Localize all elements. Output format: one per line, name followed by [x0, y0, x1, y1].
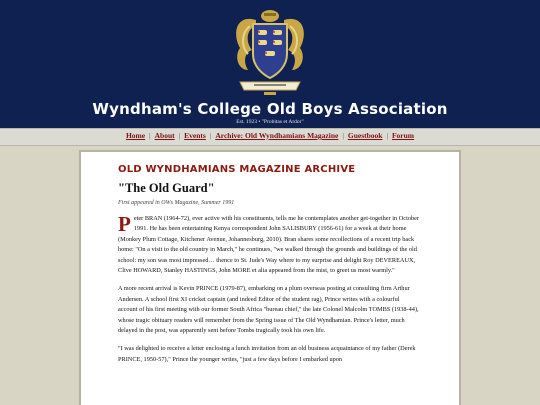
- article-paragraph: [118, 214, 420, 276]
- first-appeared-note: First appeared in OWs Magazine, Summer 1991: [118, 200, 235, 206]
- nav-events-link[interactable]: Events: [184, 131, 206, 140]
- article-paragraph: A more recent arrival is Kevin PRINCE (1979-87), embarking on a plum overseas posting at consulting firm Arthur Andersen. A school first XI cricket captain (and indeed Editor of the student rag), Prince writes with a colourful account of his first meeting with our former South Africa "bureau chief," the late Colonel Malcolm TOMBS (1938-44), whose tragic obituary readers will remember from the Spring issue of The Old Wyndhamian. Prince's letter, much delayed in the post, was apparently sent before Tombs tragically took his own life.: [118, 285, 419, 335]
- main-nav: [0, 128, 540, 146]
- nav-links: [0, 131, 540, 140]
- nav-home-link[interactable]: Home: [125, 131, 146, 140]
- drop-cap: P: [118, 212, 131, 236]
- nav-archive-link[interactable]: Archive: Old Wyndhamians Magazine: [215, 131, 339, 140]
- college-crest-icon: [226, 4, 314, 98]
- nav-separator: |: [209, 131, 212, 140]
- nav-separator: |: [342, 131, 344, 140]
- content-panel: [79, 150, 461, 405]
- site-title: Wyndham's College Old Boys Association: [92, 100, 448, 118]
- archive-heading: OLD WYNDHAMIANS MAGAZINE ARCHIVE: [118, 164, 356, 175]
- nav-separator: |: [149, 131, 151, 140]
- article-title: "The Old Guard": [118, 181, 215, 195]
- site-established: Est. 1923 • "Probitas et Ardor": [236, 119, 304, 125]
- paragraph-text: eter BRAN (1964-72), ever active with his constituents, tells me he contemplates another get-together in October 1991. He has been entertaining Kenya correspondent John SALISBURY (1956-61) for a week at their home (Monkey Plum Cottage, Kitchener Avenue, Johannesburg, 2010). Bran shares some recollections of a recent trip back home: "On a visit to the old country in March," he continues, "we walked through the grounds and buildings of the old school: my son was most impressed… thence to St. Jude's Way where to my surprise and delight Roy DEVEREAUX, Clive HOWARD, Stanley HASTINGS, John MORE et alia appeared from the mist, to greet us most warmly.": [118, 215, 420, 275]
- nav-guestbook-link[interactable]: Guestbook: [347, 131, 383, 140]
- site-header: [0, 0, 540, 128]
- article: [118, 164, 420, 365]
- nav-forum-link[interactable]: Forum: [391, 131, 415, 140]
- nav-separator: |: [386, 131, 388, 140]
- article-paragraph: "I was delighted to receive a letter enclosing a lunch invitation from an old business acquaintance of my father (Derek PRINCE, 1950-57)," Prince the younger writes, "just a few days before I embarked upon: [118, 345, 416, 363]
- nav-about-link[interactable]: About: [154, 131, 175, 140]
- nav-separator: |: [178, 131, 181, 140]
